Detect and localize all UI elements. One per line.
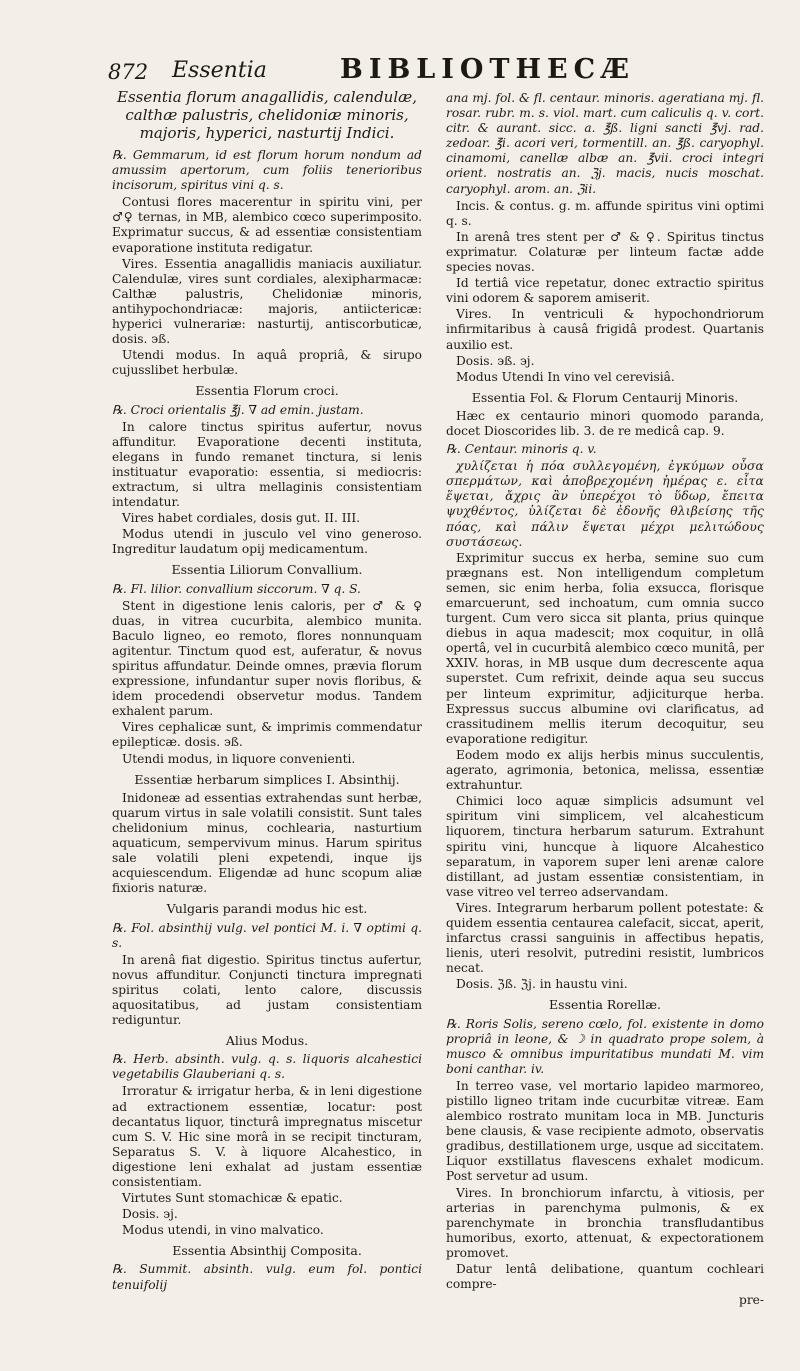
section-heading: Essentia Fol. & Florum Centaurij Minoris.: [471, 389, 739, 405]
recipe-line: ℞. Gemmarum, id est florum horum nondum ad amussim apertorum, cum foliis tenerioribus incisorum, spiritus vini q. s.: [112, 148, 422, 193]
recipe-line: ana mj. fol. & fl. centaur. minoris. ageratiana mj. fl. rosar. rubr. m. s. viol. mart. cum caliculis q. v. cort. citr. & aurant. sicc. a. ℥ß. ligni sancti ℥vj. rad. zedoar. ℥i. acori veri, tormentill. an. ℥ß. caryophyl. cinamomi, canellæ albæ an. ℥vii. croci integri orient. nostratis an. ℨj. macis, nucis moschat. caryophyl. arom. an. ℨii.: [446, 91, 764, 196]
paragraph: In arenâ tres stent per ♂ & ♀. Spiritus tinctus exprimatur. Colaturæ per linteum factæ adde species novas.: [446, 229, 764, 275]
catchword: pre-: [739, 1293, 764, 1308]
paragraph: Eodem modo ex alijs herbis minus succulentis, agerato, agrimonia, betonica, melissa, essentiæ extrahuntur.: [446, 747, 764, 793]
paragraph: Contusi flores macerentur in spiritu vini, per ♂♀ ternas, in MB, alembico cœco superimposito. Exprimatur succus, & ad essentiæ consistentiam evaporatione instituta redigatur.: [112, 195, 422, 255]
paragraph: Chimici loco aquæ simplicis adsumunt vel spiritum vini simplicem, vel alcahesticum liquorem, tinctura herbarum saturum. Extrahunt spiritu vini, huncque à liquore Alcahestico separatum, in vaporem super leni arenæ calore distillant, ad justam essentiæ consistentiam, in vase vitreo vel terreo adservandam.: [446, 794, 764, 899]
paragraph: Inidoneæ ad essentias extrahendas sunt herbæ, quarum virtus in sale volatili consistit. Sunt tales chelidonium minus, cochlearia, nasturtium aquaticum, sempervivum minus. Harum spiritus sale volatili pleni expetendi, inque ijs acquiescendum. Eligendæ ad hunc scopum aliæ fixioris naturæ.: [112, 790, 422, 896]
paragraph: Vires. Integrarum herbarum pollent potestate: & quidem essentia centaurea calefacit, siccat, aperit, infarctus crassi sanguinis in affectibus hepatis, lienis, uteri resolvit, putredini resistit, lumbricos necat.: [446, 900, 764, 976]
recipe-line: ℞. Summit. absinth. vulg. eum fol. pontici tenuifolij: [112, 1262, 422, 1292]
recipe-line: ℞. Roris Solis, sereno cœlo, fol. existente in domo propriâ in leone, & ☽ in quadrato prope solem, à musco & omnibus impuritatibus mundati M. vim boni canthar. iv.: [446, 1016, 764, 1076]
paragraph: Incis. & contus. g. m. affunde spiritus vini optimi q. s.: [446, 198, 764, 228]
greek-quotation: χυλίζεται ἡ πόα συλλεγομένη, ἐγκύμων οὖσα σπερμάτων, καὶ ἀποβρεχομένη ἡμέρας ε. εἶτα ἕψεται, ἄχρις ἂν ὑπερέχοι τὸ ὕδωρ, ἔπειτα ψυχθέντος, ὑλίζεται δὲ ἐδονῆς θλιβείσης τῆς πόας, καὶ πάλιν ἕψεται μέχρι μελιτώδους συστάσεως.: [446, 459, 764, 549]
section-title: Essentia florum anagallidis, calendulæ, calthæ palustris, chelidoniæ minoris, majoris, hyperici, nasturtij Indici.: [117, 88, 417, 142]
left-column: [112, 88, 422, 1295]
recipe-line: ℞. Croci orientalis ℥j. ∇ ad emin. justam.: [112, 402, 364, 417]
right-column: [446, 88, 764, 1308]
paragraph: In arenâ fiat digestio. Spiritus tinctus aufertur, novus affunditur. Conjuncti tinctura impregnati spiritus colati, lento calore, discussis aquositatibus, ad justam consistentiam rediguntur.: [112, 952, 422, 1028]
paragraph: Dosis. ϶j.: [122, 1207, 178, 1222]
paragraph: In calore tinctus spiritus aufertur, novus affunditur. Evaporatione decenti instituta, elegans in fundo remanet tinctura, si lenis instituatur evaporatio: essentia, si mediocris: extractum, si ultra mellaginis consistentiam intendatur.: [112, 419, 422, 510]
paragraph: Utendi modus. In aquâ propriâ, & sirupo cujusslibet herbulæ.: [112, 348, 422, 378]
paragraph: Vires cephalicæ sunt, & imprimis commendatur epilepticæ. dosis. ϶ß.: [112, 720, 422, 750]
page-header: [100, 52, 710, 92]
paragraph: Vires. In ventriculi & hypochondriorum infirmitaribus à causâ frigidâ prodest. Quartanis auxilio est.: [446, 307, 764, 352]
paragraph: Id tertiâ vice repetatur, donec extractio spiritus vini odorem & saporem amiserit.: [446, 276, 764, 306]
paragraph: Utendi modus, in liquore convenienti.: [122, 751, 356, 766]
paragraph: Vires. Essentia anagallidis maniacis auxiliatur. Calendulæ, vires sunt cordiales, alexipharmacæ: Calthæ palustris, Chelidoniæ minoris, antihypochondriacæ: majoris, antiictericæ: hyperici vulnerariæ: nasturtij, antiscorbuticæ, dosis. ϶ß.: [112, 256, 422, 347]
paragraph: Exprimitur succus ex herba, semine suo cum prægnans est. Non intelligendum completum semen, sic enim herba, folia exsucca, florisque emarcuerunt, sed inchoatum, cum omnia succo turgent. Cum vero sicca sit planta, prius quinque diebus in aqua madescit; mox coquitur, in ollâ opertâ, vel in cucurbitâ alembico cœco munitâ, per XXIV. horas, in MB usque dum decrescente aqua superstet. Cum refrixit, deinde aqua seu succus per linteum exprimitur, adjiciturque herba. Expressus succus albumine ovi clarificatus, ad crassitudinem mellis iterum decoquitur, seu evaporatione redigitur.: [446, 550, 764, 746]
recipe-line: ℞. Centaur. minoris q. v.: [446, 442, 597, 457]
paragraph: Hæc ex centaurio minori quomodo paranda, docet Dioscorides lib. 3. de re medicâ cap. 9.: [446, 408, 764, 438]
recipe-line: ℞. Herb. absinth. vulg. q. s. liquoris alcahestici vegetabilis Glauberiani q. s.: [112, 1052, 422, 1082]
paragraph: Irroratur & irrigatur herba, & in leni digestione ad extractionem essentiæ, locatur: post decantatus liquor, tincturâ impregnatus miscetur cum S. V. Hic sine morâ in se recipit tincturam, Separatus S. V. à liquore Alcahestico, in digestione leni exhalat ad justam essentiæ consistentiam.: [112, 1084, 422, 1189]
paragraph: Vires. In bronchiorum infarctu, à vitiosis, per arterias in parenchyma pulmonis, & ex parenchymate in bronchia transfludantibus humoribus, exorto, attenuat, & expectorationem promovet.: [446, 1185, 764, 1260]
paragraph: Datur lentâ delibatione, quantum cochleari compre-: [446, 1262, 764, 1292]
banner-title: BIBLIOTHECÆ: [340, 54, 635, 85]
paragraph: Dosis. ϶ß. ϶j.: [456, 353, 535, 368]
section-heading: Alius Modus.: [225, 1033, 309, 1049]
recipe-line: ℞. Fl. lilior. convallium siccorum. ∇ q. S.: [112, 581, 361, 596]
paragraph: Modus utendi in jusculo vel vino generoso. Ingreditur laudatum opij medicamentum.: [112, 527, 422, 557]
running-head: Essentia: [172, 58, 267, 83]
section-heading: Vulgaris parandi modus hic est.: [166, 901, 368, 917]
paragraph: Vires habet cordiales, dosis gut. II. III.: [122, 511, 361, 526]
section-heading: Essentiæ herbarum simplices I. Absinthij.: [134, 771, 400, 787]
paragraph: Modus Utendi In vino vel cerevisiâ.: [456, 369, 675, 384]
paragraph: In terreo vase, vel mortario lapideo marmoreo, pistillo ligneo tritam inde cucurbitæ vitreæ. Eam alembico rostrato munitam loca in MB. Juncturis bene clausis, & vase recipiente admoto, observatis gradibus, destillationem urge, usque ad siccitatem. Liquor exstillatus flavescens exhalet modicum. Post servetur ad usum.: [446, 1078, 764, 1184]
paragraph: Virtutes Sunt stomachicæ & epatic.: [122, 1191, 343, 1206]
paragraph: Stent in digestione lenis caloris, per ♂ & ♀ duas, in vitrea cucurbita, alembico munita. Baculo ligneo, eo remoto, flores nonnunquam agitentur. Tinctum quod est, auferatur, & novus spiritus affundatur. Deinde omnes, prævia florum expressione, infundantur super novis floribus, & idem procedendi observetur modus. Tandem exhalent parum.: [112, 598, 422, 719]
paragraph: Modus utendi, in vino malvatico.: [122, 1223, 324, 1238]
paragraph: Dosis. ℨß. ℨj. in haustu vini.: [456, 977, 628, 992]
page-number: 872: [108, 60, 149, 84]
section-heading: Essentia Florum croci.: [195, 383, 339, 399]
recipe-line: ℞. Fol. absinthij vulg. vel pontici M. i. ∇ optimi q. s.: [112, 920, 422, 950]
section-heading: Essentia Rorellæ.: [549, 997, 661, 1013]
section-heading: Essentia Absinthij Composita.: [172, 1243, 362, 1259]
section-heading: Essentia Liliorum Convallium.: [171, 562, 363, 578]
